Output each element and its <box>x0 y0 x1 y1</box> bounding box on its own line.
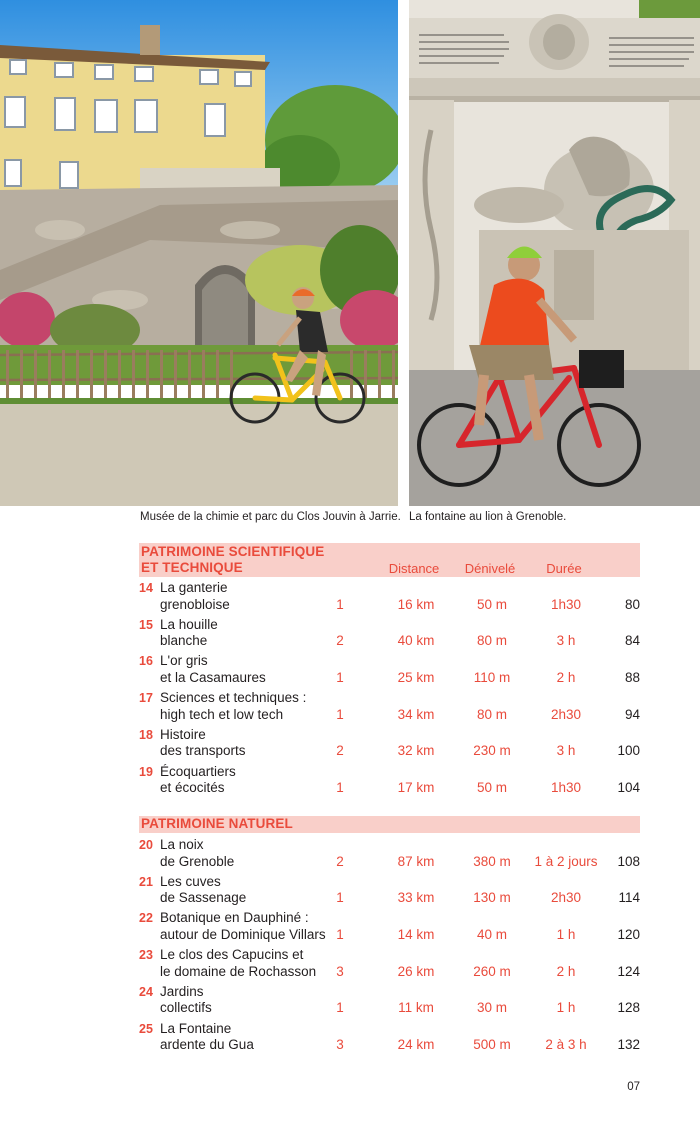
route-duree: 2 à 3 h <box>545 1037 587 1052</box>
route-title: La ganterie grenobloise <box>160 580 230 612</box>
route-distance: 14 km <box>397 926 435 942</box>
route-denivele: 110 m <box>473 669 511 685</box>
section-title: PATRIMOINE SCIENTIFIQUE ET TECHNIQUE <box>141 544 325 575</box>
route-number: 17 <box>139 691 153 706</box>
route-level: 1 <box>336 926 344 942</box>
route-number: 14 <box>139 581 153 595</box>
page-number: 07 <box>627 1081 640 1093</box>
route-distance: 16 km <box>397 596 435 612</box>
route-title: La Fontaine ardente du Gua <box>160 1020 254 1052</box>
route-page: 132 <box>617 1037 640 1052</box>
route-page: 124 <box>617 963 640 979</box>
route-number: 20 <box>139 838 153 852</box>
route-distance: 32 km <box>397 743 435 759</box>
route-title: La noix de Grenoble <box>160 837 235 869</box>
route-number: 19 <box>139 764 153 779</box>
route-duree: 1h30 <box>550 780 582 795</box>
table-row <box>139 727 640 761</box>
route-duree: 2 h <box>556 963 576 979</box>
route-page: 100 <box>617 743 640 759</box>
route-number: 15 <box>139 617 153 632</box>
route-title: L'or gris et la Casamaures <box>160 653 266 685</box>
route-distance: 24 km <box>397 1037 435 1052</box>
route-level: 1 <box>336 780 344 795</box>
route-denivele: 230 m <box>473 743 511 759</box>
route-distance: 40 km <box>397 633 435 649</box>
route-denivele: 500 m <box>473 1037 511 1052</box>
route-number: 25 <box>139 1021 153 1036</box>
route-denivele: 380 m <box>473 853 511 869</box>
route-number: 18 <box>139 727 153 742</box>
column-header-denivele: Dénivelé <box>464 561 516 576</box>
route-page: 84 <box>624 633 640 649</box>
route-duree: 2h30 <box>550 890 582 906</box>
route-denivele: 130 m <box>473 890 511 906</box>
route-denivele: 80 m <box>476 633 507 649</box>
photo-fontaine-lion <box>409 0 700 506</box>
route-level: 2 <box>336 853 344 869</box>
route-page: 104 <box>617 780 640 795</box>
route-distance: 34 km <box>397 706 435 722</box>
route-denivele: 50 m <box>476 596 507 612</box>
table-row <box>139 1021 640 1055</box>
route-number: 23 <box>139 948 153 963</box>
route-page: 128 <box>617 1000 640 1016</box>
route-duree: 1h30 <box>550 596 582 612</box>
route-distance: 26 km <box>397 963 435 979</box>
table-row <box>139 947 640 981</box>
route-title: Les cuves de Sassenage <box>160 873 247 906</box>
section-title: PATRIMOINE NATUREL <box>141 816 293 831</box>
table-row <box>139 617 640 651</box>
route-page: 88 <box>624 669 640 685</box>
route-title: Écoquartiers et écocités <box>160 763 236 795</box>
route-duree: 2 h <box>556 669 576 685</box>
table-row <box>139 874 640 908</box>
route-title: Jardins collectifs <box>160 983 212 1016</box>
route-duree: 1 à 2 jours <box>534 853 598 869</box>
table-row <box>139 910 640 944</box>
route-distance: 25 km <box>397 669 435 685</box>
route-title: La houille blanche <box>160 616 218 649</box>
table-row <box>139 690 640 724</box>
route-distance: 17 km <box>397 780 435 795</box>
route-level: 2 <box>336 743 344 759</box>
route-number: 16 <box>139 654 153 669</box>
route-level: 1 <box>336 1000 344 1016</box>
route-page: 94 <box>624 706 640 722</box>
route-denivele: 80 m <box>476 706 507 722</box>
route-denivele: 30 m <box>476 1000 507 1016</box>
route-level: 1 <box>336 669 344 685</box>
table-row <box>139 580 640 614</box>
route-level: 2 <box>336 633 344 649</box>
table-row <box>139 837 640 871</box>
route-duree: 1 h <box>556 1000 576 1016</box>
route-page: 114 <box>618 890 640 906</box>
route-denivele: 40 m <box>476 926 507 942</box>
route-level: 1 <box>336 890 344 906</box>
route-page: 80 <box>624 596 640 612</box>
route-denivele: 50 m <box>476 780 507 795</box>
route-page: 120 <box>617 926 640 942</box>
column-header-distance: Distance <box>388 561 440 576</box>
route-number: 22 <box>139 911 153 926</box>
column-header-duree: Durée <box>546 561 582 576</box>
route-title: Botanique en Dauphiné : autour de Dominique Villars <box>160 910 326 942</box>
route-level: 3 <box>336 1037 344 1052</box>
route-level: 1 <box>336 706 344 722</box>
route-page: 108 <box>617 853 640 869</box>
photo-musee-chimie <box>0 0 398 506</box>
route-distance: 87 km <box>397 853 435 869</box>
route-duree: 3 h <box>556 743 576 759</box>
table-row <box>139 984 640 1018</box>
route-distance: 11 km <box>398 1000 434 1016</box>
route-number: 24 <box>139 984 153 999</box>
route-duree: 1 h <box>556 926 576 942</box>
route-duree: 2h30 <box>550 706 582 722</box>
section-header-scientifique <box>139 543 640 577</box>
route-level: 3 <box>336 963 344 979</box>
route-level: 1 <box>336 596 344 612</box>
route-title: Le clos des Capucins et le domaine de Rochasson <box>160 947 317 979</box>
route-distance: 33 km <box>397 890 435 906</box>
route-number: 21 <box>139 874 153 889</box>
route-title: Histoire des transports <box>160 726 246 759</box>
route-duree: 3 h <box>556 633 576 649</box>
route-denivele: 260 m <box>473 963 511 979</box>
route-title: Sciences et techniques : high tech et low tech <box>160 690 307 722</box>
table-row <box>139 653 640 687</box>
caption-right: La fontaine au lion à Grenoble. <box>409 511 567 523</box>
table-row <box>139 764 640 798</box>
section-header-naturel <box>139 816 640 833</box>
caption-left: Musée de la chimie et parc du Clos Jouvin à Jarrie. <box>140 511 401 523</box>
